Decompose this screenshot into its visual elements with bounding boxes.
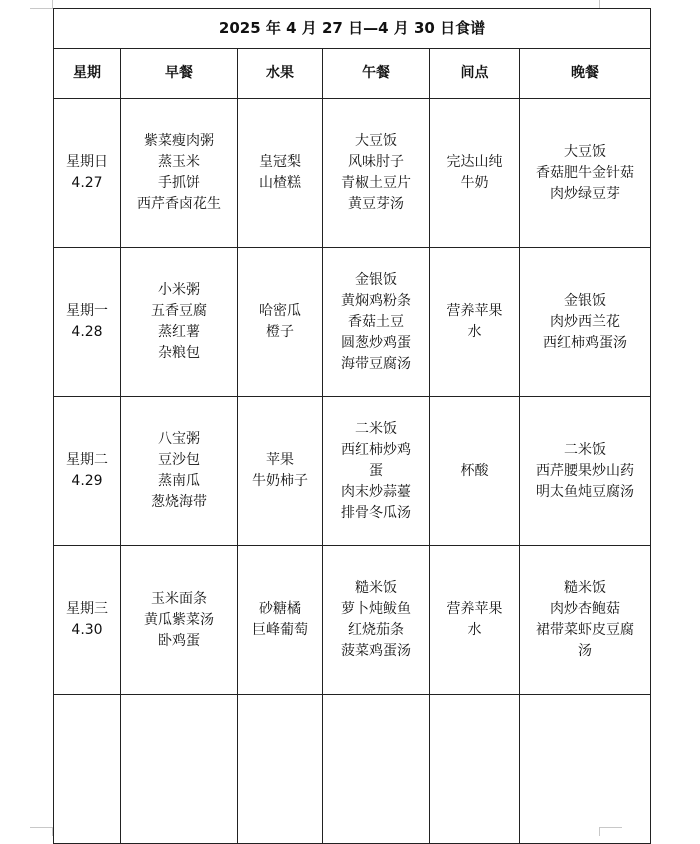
dish-line: 黄豆芽汤 (348, 196, 404, 212)
weekday-cell (54, 397, 121, 546)
dish-line: 巨峰葡萄 (252, 622, 308, 638)
dish-line: 风味肘子 (348, 154, 404, 170)
dish-line: 哈密瓜 (259, 303, 301, 319)
date-label: 4.29 (71, 473, 103, 489)
dish-line: 肉炒杏鲍菇 (550, 601, 620, 617)
breakfast-cell (121, 546, 238, 695)
dish-line: 苹果 (266, 452, 294, 468)
dish-line: 牛奶 (460, 175, 489, 191)
dish-line: 肉炒绿豆芽 (550, 185, 620, 202)
empty-cell (323, 695, 430, 844)
fruit-cell (238, 99, 323, 248)
menu-day-row (54, 99, 651, 248)
fruit-cell (238, 397, 323, 546)
breakfast-cell (121, 248, 238, 397)
dish-line: 杂粮包 (158, 345, 200, 361)
lunch-cell (323, 248, 430, 397)
dish-line: 汤 (578, 643, 592, 659)
dish-line: 黄焖鸡粉条 (341, 292, 411, 309)
dinner-cell (520, 546, 651, 695)
dish-line: 金银饭 (564, 292, 606, 309)
fruit-cell (238, 546, 323, 695)
dish-line: 糙米饭 (355, 580, 397, 596)
dish-line: 排骨冬瓜汤 (341, 504, 411, 521)
dinner-cell (520, 248, 651, 397)
dish-line: 完达山纯 (446, 154, 503, 170)
dish-line: 海带豆腐汤 (341, 355, 411, 372)
empty-cell (430, 695, 520, 844)
empty-cell (238, 695, 323, 844)
dish-line: 营养苹果 (446, 601, 503, 617)
dish-line: 营养苹果 (446, 303, 503, 319)
dish-line: 五香豆腐 (151, 303, 207, 319)
empty-row (54, 695, 651, 844)
dish-line: 手抓饼 (158, 175, 200, 191)
fruit-cell (238, 248, 323, 397)
dish-line: 皇冠梨 (259, 154, 301, 170)
dish-line: 水 (467, 324, 482, 340)
menu-day-row (54, 248, 651, 397)
header-snack: 间点 (430, 49, 520, 99)
dish-line: 西芹腰果炒山药 (536, 462, 634, 479)
weekday-label: 星期日 (66, 154, 108, 170)
header-dinner: 晚餐 (520, 49, 651, 99)
weekday-cell (54, 99, 121, 248)
dish-line: 葱烧海带 (151, 494, 207, 510)
menu-day-row (54, 546, 651, 695)
dish-line: 糙米饭 (564, 580, 606, 596)
weekday-label: 星期二 (66, 452, 108, 468)
weekday-cell (54, 546, 121, 695)
weekday-label: 星期一 (66, 303, 108, 319)
dish-line: 明太鱼炖豆腐汤 (536, 483, 634, 500)
dish-line: 紫菜瘦肉粥 (144, 133, 214, 149)
header-weekday: 星期 (54, 49, 121, 99)
dish-line: 西红柿炒鸡 (341, 441, 411, 458)
dish-line: 大豆饭 (355, 133, 397, 149)
menu-day-row (54, 397, 651, 546)
header-fruit: 水果 (238, 49, 323, 99)
dish-line: 蛋 (369, 462, 383, 479)
dish-line: 二米饭 (355, 420, 397, 437)
dish-line: 豆沙包 (158, 452, 200, 468)
dish-line: 二米饭 (564, 441, 606, 458)
empty-cell (121, 695, 238, 844)
dish-line: 肉炒西兰花 (550, 313, 620, 330)
header-lunch: 午餐 (323, 49, 430, 99)
dish-line: 黄瓜紫菜汤 (144, 611, 214, 628)
dish-line: 西红柿鸡蛋汤 (543, 334, 627, 351)
dish-line: 青椒土豆片 (341, 175, 411, 191)
date-label: 4.28 (71, 324, 103, 340)
dish-line: 菠菜鸡蛋汤 (341, 643, 411, 659)
dish-line: 橙子 (266, 324, 294, 340)
snack-cell (430, 546, 520, 695)
weekday-cell (54, 248, 121, 397)
page-corner-mark (30, 0, 53, 9)
empty-cell (54, 695, 121, 844)
dish-line: 肉末炒蒜薹 (341, 483, 411, 500)
dish-line: 圆葱炒鸡蛋 (341, 334, 411, 351)
dish-line: 玉米面条 (151, 590, 207, 607)
dish-line: 香菇肥牛金针菇 (536, 164, 634, 181)
snack-cell (430, 397, 520, 546)
dish-line: 萝卜炖鲅鱼 (341, 601, 411, 617)
dish-line: 红烧茄条 (348, 622, 404, 638)
dish-line: 裙带菜虾皮豆腐 (536, 622, 634, 638)
breakfast-cell (121, 99, 238, 248)
dish-line: 牛奶柿子 (252, 473, 308, 489)
snack-cell (430, 99, 520, 248)
date-label: 4.27 (71, 175, 103, 191)
dish-line: 八宝粥 (158, 431, 200, 447)
header-row (54, 49, 651, 99)
dinner-cell (520, 397, 651, 546)
breakfast-cell (121, 397, 238, 546)
dinner-cell (520, 99, 651, 248)
dish-line: 蒸南瓜 (158, 473, 200, 489)
menu-title: 2025 年 4 月 27 日—4 月 30 日食谱 (54, 9, 651, 49)
weekday-label: 星期三 (66, 601, 108, 617)
header-breakfast: 早餐 (121, 49, 238, 99)
dish-line: 蒸红薯 (158, 324, 200, 340)
dish-line: 砂糖橘 (259, 601, 301, 617)
dish-line: 卧鸡蛋 (158, 632, 200, 649)
dish-line: 香菇土豆 (348, 313, 404, 330)
dish-line: 水 (467, 622, 482, 638)
lunch-cell (323, 397, 430, 546)
dish-line: 金银饭 (355, 271, 397, 288)
dish-line: 杯酸 (460, 462, 489, 479)
snack-cell (430, 248, 520, 397)
menu-table (53, 8, 651, 844)
page-corner-mark (30, 827, 53, 836)
dish-line: 大豆饭 (564, 143, 606, 160)
lunch-cell (323, 546, 430, 695)
dish-line: 蒸玉米 (158, 154, 200, 170)
date-label: 4.30 (71, 622, 103, 638)
dish-line: 小米粥 (158, 282, 200, 298)
lunch-cell (323, 99, 430, 248)
empty-cell (520, 695, 651, 844)
dish-line: 西芹香卤花生 (137, 196, 221, 212)
dish-line: 山楂糕 (259, 175, 301, 191)
